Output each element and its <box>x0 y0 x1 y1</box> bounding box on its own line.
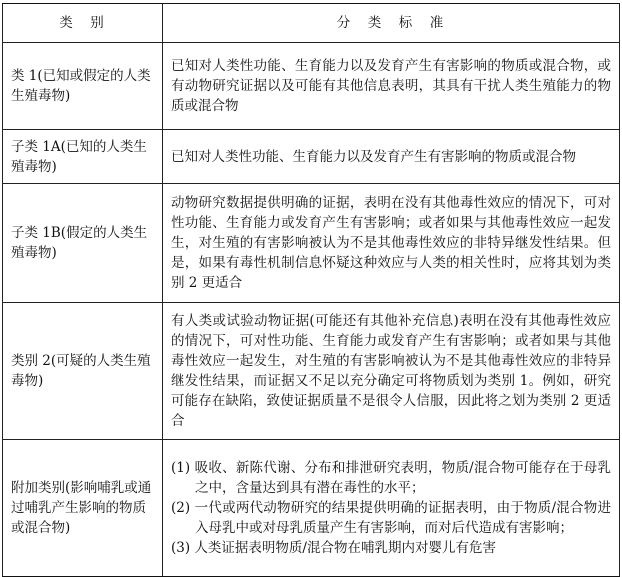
table-row <box>3 130 620 184</box>
criteria-item: (2) 一代或两代动物研究的结果提供明确的证据表明，由于物质/混合物进入母乳中或对母乳质量产生有害影响，而对后代造成有害影响； <box>171 500 611 536</box>
category-cell: 子类 1B(假定的人类生殖毒物) <box>3 184 163 303</box>
header-criteria: 分 类 标 准 <box>163 4 620 43</box>
table-row <box>3 303 620 440</box>
criteria-cell: 已知对人类性功能、生育能力以及发育产生有害影响的物质或混合物 <box>163 130 620 184</box>
header-row <box>3 4 620 43</box>
header-category: 类 别 <box>3 4 163 43</box>
criteria-item: (1) 吸收、新陈代谢、分布和排泄研究表明，物质/混合物可能存在于母乳之中，含量达到具有潜在毒性的水平； <box>171 460 611 496</box>
table-row <box>3 440 620 577</box>
criteria-cell: 有人类或试验动物证据(可能还有其他补充信息)表明在没有其他毒性效应的情况下，可对性功能、生育能力或发育产生有害影响；或者如果与其他毒性效应一起发生，对生殖的有害影响被认为不是其他毒性效应的非特异继发性结果，而证据又不足以充分确定可将物质划为类别 1。例如，研究可能存在缺陷，致使证据质量不是很令人信服，因此将之划为类别 2 更适合 <box>163 303 620 440</box>
category-cell: 类 1(已知或假定的人类生殖毒物) <box>3 43 163 130</box>
criteria-cell: 已知对人类性功能、生育能力以及发育产生有害影响的物质或混合物，或有动物研究证据以及可能有其他信息表明，其具有干扰人类生殖能力的物质或混合物 <box>163 43 620 130</box>
category-cell: 附加类别(影响哺乳或通过哺乳产生影响的物质或混合物) <box>3 440 163 577</box>
table-row <box>3 43 620 130</box>
criteria-cell: 动物研究数据提供明确的证据，表明在没有其他毒性效应的情况下，可对性功能、生育能力或发育产生有害影响；或者如果与其他毒性效应一起发生，对生殖的有害影响被认为不是其他毒性效应的非特异继发性结果。但是，如果有毒性机制信息怀疑这种效应与人类的相关性时，应将其划为类别 2 更适合 <box>163 184 620 303</box>
criteria-cell <box>163 440 620 577</box>
criteria-item: (3) 人类证据表明物质/混合物在哺乳期内对婴儿有危害 <box>171 540 496 556</box>
category-cell: 子类 1A(已知的人类生殖毒物) <box>3 130 163 184</box>
classification-table <box>2 3 620 577</box>
category-cell: 类别 2(可疑的人类生殖毒物) <box>3 303 163 440</box>
table-row <box>3 184 620 303</box>
